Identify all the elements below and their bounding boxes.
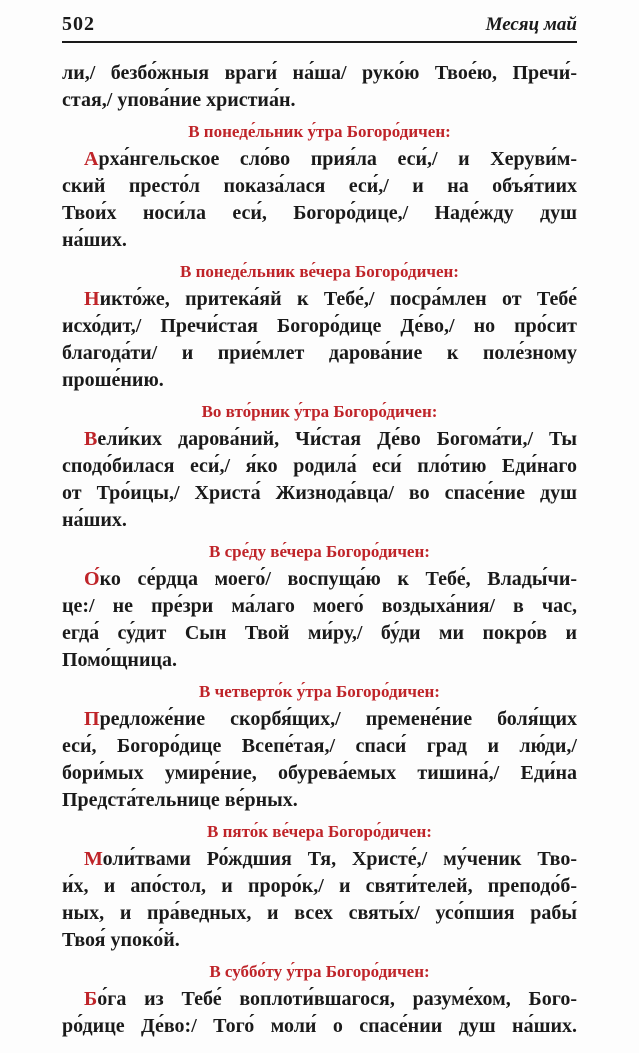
- paragraph: [62, 60, 577, 114]
- text-line: Твоя́ упоко́й.: [62, 929, 180, 951]
- section-heading: В понеде́льник у́тра Богоро́дичен:: [188, 122, 451, 141]
- drop-initial: Н: [84, 288, 100, 310]
- text-line: благода́ти/ и прие́млет дарова́ние к поле́зному: [62, 342, 577, 364]
- paragraph: [62, 986, 577, 1040]
- running-title: Месяц май: [485, 14, 577, 35]
- text-line: Твои́х носи́ла еси́, Богоро́дице,/ Наде́жду душ: [62, 202, 577, 224]
- text-line: Никто́же, притека́яй к Тебе́,/ посра́млен от Тебе́: [84, 288, 577, 310]
- section-heading: В понеде́льник ве́чера Богоро́дичен:: [180, 262, 459, 281]
- text-line: от Тро́ицы,/ Христа́ Жизнода́вца/ во спасе́ние душ: [62, 482, 577, 504]
- drop-initial: П: [84, 708, 100, 730]
- text-line: ных, и пра́ведных, и всех святы́х/ усо́пшия рабы́: [62, 902, 577, 924]
- drop-initial: А: [84, 148, 99, 170]
- paragraph: [62, 706, 577, 814]
- paragraph: [62, 566, 577, 674]
- drop-initial: Б: [84, 988, 98, 1010]
- text-line: исхо́дит,/ Пречи́стая Богоро́дице Де́во,/ но про́сит: [62, 315, 577, 337]
- paragraph: [62, 286, 577, 394]
- paragraph: [62, 146, 577, 254]
- drop-initial: В: [84, 428, 98, 450]
- text-line: егда́ су́дит Сын Твой ми́ру,/ бу́ди ми покро́в и: [62, 622, 577, 644]
- paragraph: [62, 846, 577, 954]
- text-line: еси́, Богоро́дице Всепе́тая,/ спаси́ град и лю́ди,/: [62, 735, 577, 757]
- text-line: бори́мых умире́ние, обурева́емых тишина́,/ Еди́на: [62, 762, 577, 784]
- section-heading: В сре́ду ве́чера Богоро́дичен:: [209, 542, 430, 561]
- text-line: ро́дице Де́во:/ Того́ моли́ о спасе́нии душ на́ших.: [62, 1015, 577, 1037]
- text-line: Моли́твами Ро́ждшия Тя, Христе́,/ му́ченик Тво-: [84, 848, 577, 870]
- page-body: [62, 60, 577, 1040]
- section-heading: В пято́к ве́чера Богоро́дичен:: [207, 822, 432, 841]
- text-line: Вели́ких дарова́ний, Чи́стая Де́во Богома́ти,/ Ты: [84, 428, 577, 450]
- text-line: О́ко се́рдца моего́/ воспуща́ю к Тебе́, Влады́чи-: [84, 568, 577, 590]
- text-line: Бо́га из Тебе́ воплоти́вшагося, разуме́хом, Бого-: [84, 988, 577, 1010]
- text-line: Предложе́ние скорбя́щих,/ премене́ние боля́щих: [84, 708, 577, 730]
- drop-initial: О́: [84, 568, 100, 590]
- section-heading: В суббо́ту у́тра Богоро́дичен:: [209, 962, 430, 981]
- text-line: ли,/ безбо́жныя враги́ на́ша/ руко́ю Твое́ю, Пречи́-: [62, 62, 577, 84]
- text-line: ский престо́л показа́лася еси́,/ и на объя́тиих: [62, 175, 577, 197]
- text-line: це:/ не пре́зри ма́лаго моего́ воздыха́ния/ в час,: [62, 595, 577, 617]
- text-line: стая,/ упова́ние христиа́н.: [62, 89, 296, 111]
- text-line: и́х, и апо́стол, и проро́к,/ и святи́телей, преподо́б-: [62, 875, 577, 897]
- text-line: Помо́щница.: [62, 649, 177, 671]
- section-heading: Во вто́рник у́тра Богоро́дичен:: [201, 402, 438, 421]
- text-line: на́ших.: [62, 229, 127, 251]
- text-line: проше́нию.: [62, 369, 164, 391]
- text-line: сподо́билася еси́,/ я́ко родила́ еси́ пло́тию Еди́наго: [62, 455, 577, 477]
- text-line: Предста́тельнице ве́рных.: [62, 789, 298, 811]
- text-line: Арха́нгельское сло́во прия́ла еси́,/ и Херуви́м-: [84, 148, 577, 170]
- running-head: [62, 13, 577, 43]
- section-heading: В четверто́к у́тра Богоро́дичен:: [199, 682, 440, 701]
- drop-initial: М: [84, 848, 103, 870]
- text-line: на́ших.: [62, 509, 127, 531]
- paragraph: [62, 426, 577, 534]
- page-number: 502: [62, 13, 95, 35]
